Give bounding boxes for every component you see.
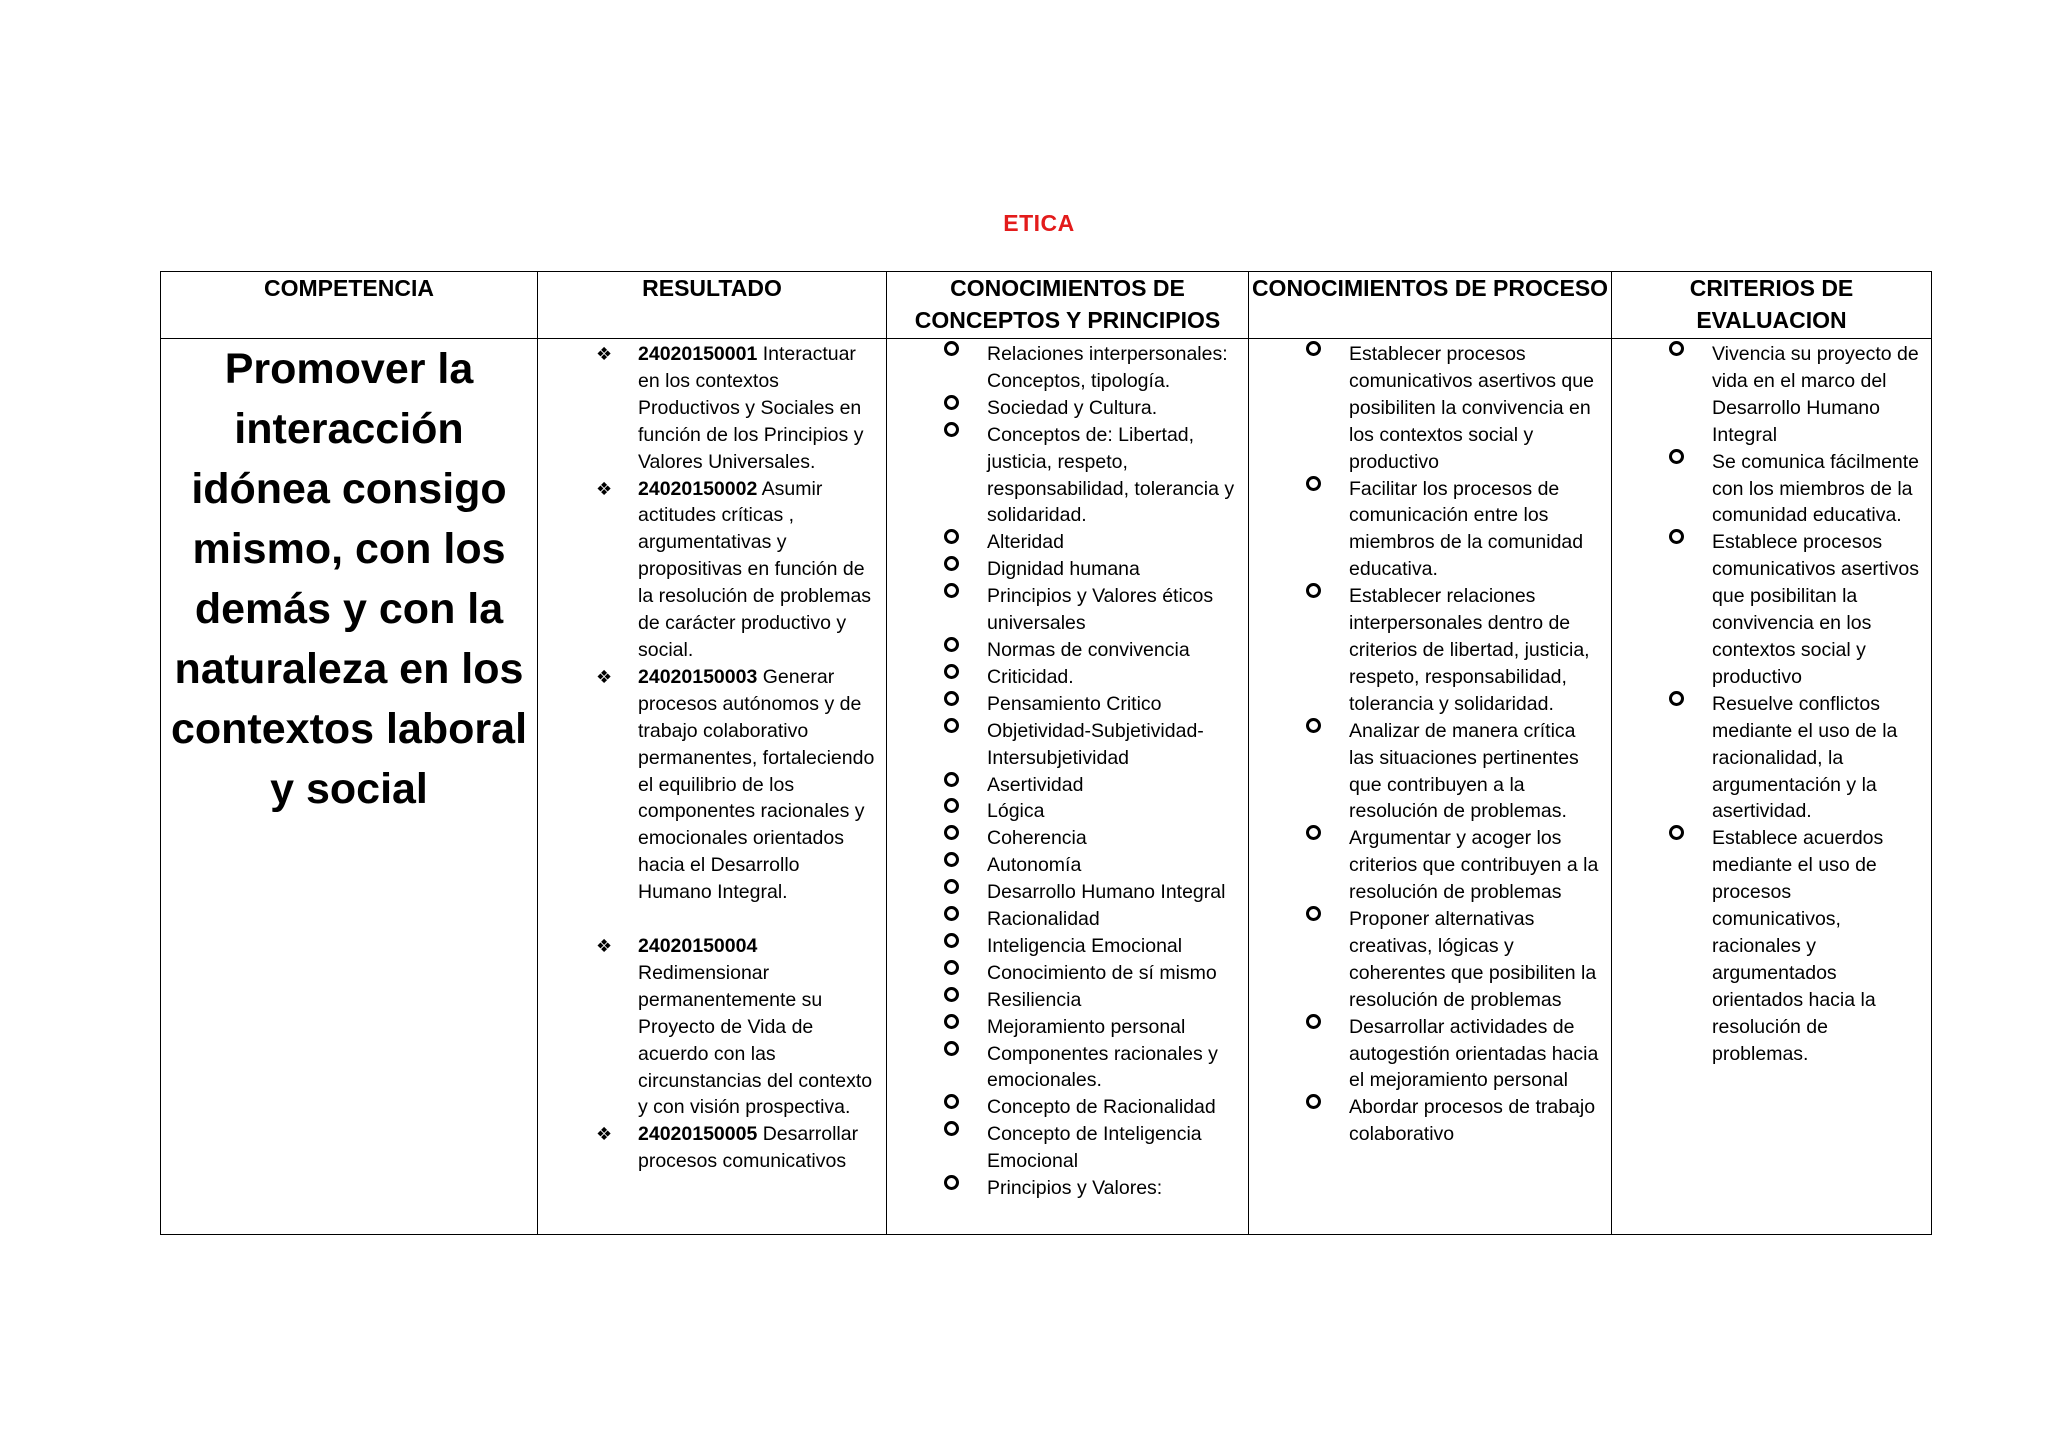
- circle-bullet-icon: [1306, 476, 1321, 491]
- list-item: [887, 772, 1238, 799]
- list-item: [887, 987, 1238, 1014]
- resultado-list: [538, 339, 886, 1175]
- proceso-cell: [1249, 339, 1612, 1235]
- list-item: [887, 395, 1238, 422]
- circle-bullet-icon: [944, 1094, 959, 1109]
- list-item-text: Criticidad.: [987, 665, 1074, 688]
- result-text: Generar procesos autónomos y de trabajo colaborativo permanentes, fortaleciendo el equilibrio de los componentes racionales y emocionales orientados hacia el Desarrollo Humano Integral.: [638, 665, 875, 904]
- result-code: 24020150004: [638, 935, 758, 958]
- list-item-text: Conocimiento de sí mismo: [987, 961, 1217, 984]
- circle-bullet-icon: [944, 341, 959, 356]
- list-item: [1249, 341, 1601, 476]
- list-item: [1249, 583, 1601, 718]
- list-item: [887, 1175, 1238, 1202]
- result-text: Interactuar en los contextos Productivos y Sociales en función de los Principios y Valores Universales.: [638, 343, 864, 473]
- list-item-text: Lógica: [987, 800, 1045, 823]
- list-item: [1612, 691, 1921, 826]
- list-item: [1249, 476, 1601, 584]
- circle-bullet-icon: [944, 825, 959, 840]
- circle-bullet-icon: [944, 852, 959, 867]
- list-item-text: Concepto de Inteligencia Emocional: [987, 1123, 1202, 1173]
- result-code: 24020150003: [638, 665, 758, 688]
- circle-bullet-icon: [1306, 1094, 1321, 1109]
- list-item-text: Dignidad humana: [987, 558, 1140, 581]
- list-item: [887, 825, 1238, 852]
- circle-bullet-icon: [1669, 691, 1684, 706]
- conceptos-list: [887, 339, 1248, 1202]
- list-item-text: Principios y Valores:: [987, 1177, 1163, 1200]
- list-item-text: Mejoramiento personal: [987, 1015, 1186, 1038]
- circle-bullet-icon: [1306, 583, 1321, 598]
- list-item-text: Alteridad: [987, 531, 1064, 554]
- circle-bullet-icon: [1306, 341, 1321, 356]
- list-item: [887, 637, 1238, 664]
- list-item: [887, 906, 1238, 933]
- circle-bullet-icon: [944, 422, 959, 437]
- list-item: [887, 691, 1238, 718]
- circle-bullet-icon: [944, 556, 959, 571]
- result-text: Asumir actitudes críticas , argumentativas y propositivas en función de la resolución de problemas de carácter productivo y social.: [638, 477, 872, 661]
- list-item-text: Establece acuerdos mediante el uso de procesos comunicativos, racionales y argumentados orientados hacia la resolución de problemas.: [1712, 827, 1884, 1065]
- result-code: 24020150001: [638, 343, 758, 365]
- list-item: [887, 798, 1238, 825]
- list-item-text: Normas de convivencia: [987, 638, 1190, 661]
- header-criterios: CRITERIOS DE EVALUACION: [1612, 272, 1932, 339]
- circle-bullet-icon: [944, 933, 959, 948]
- diamond-bullet-icon: ❖: [596, 936, 613, 957]
- list-item-text: Establecer relaciones interpersonales dentro de criterios de libertad, justicia, respeto, responsabilidad, tolerancia y solidaridad.: [1349, 585, 1590, 715]
- result-code: 24020150002: [638, 477, 758, 500]
- list-item-text: Inteligencia Emocional: [987, 934, 1183, 957]
- circle-bullet-icon: [1306, 1014, 1321, 1029]
- list-item: [887, 583, 1238, 637]
- list-item-text: Racionalidad: [987, 908, 1100, 931]
- circle-bullet-icon: [944, 691, 959, 706]
- circle-bullet-icon: [944, 1175, 959, 1190]
- list-item: [887, 1014, 1238, 1041]
- list-item: [887, 718, 1238, 772]
- result-code: 24020150005: [638, 1123, 758, 1146]
- criterios-list: [1612, 339, 1931, 1067]
- circle-bullet-icon: [944, 798, 959, 813]
- list-item: [1612, 825, 1921, 1067]
- header-resultado: RESULTADO: [538, 272, 887, 339]
- table-row: [161, 339, 1932, 1235]
- criterios-cell: [1612, 339, 1932, 1235]
- page-title: ETICA: [1003, 210, 1075, 236]
- diamond-bullet-icon: ❖: [596, 478, 613, 499]
- circle-bullet-icon: [944, 1041, 959, 1056]
- list-item: [887, 960, 1238, 987]
- circle-bullet-icon: [944, 664, 959, 679]
- list-item: [887, 556, 1238, 583]
- circle-bullet-icon: [944, 637, 959, 652]
- list-item-text: Pensamiento Critico: [987, 692, 1162, 715]
- list-item-text: Principios y Valores éticos universales: [987, 585, 1214, 635]
- list-item-text: Conceptos de: Libertad, justicia, respeto, responsabilidad, tolerancia y solidaridad.: [987, 423, 1235, 527]
- list-item-text: Asertividad: [987, 773, 1084, 796]
- list-item: [887, 664, 1238, 691]
- list-item-text: Facilitar los procesos de comunicación entre los miembros de la comunidad educativa.: [1349, 477, 1584, 581]
- list-item: [1249, 825, 1601, 906]
- list-item-text: Coherencia: [987, 827, 1087, 850]
- list-item: [887, 529, 1238, 556]
- list-item: [1249, 1094, 1601, 1148]
- list-item: [887, 1041, 1238, 1095]
- list-item: [538, 1121, 876, 1175]
- circle-bullet-icon: [944, 395, 959, 410]
- circle-bullet-icon: [944, 879, 959, 894]
- list-item: [887, 341, 1238, 395]
- list-item-text: Proponer alternativas creativas, lógicas y coherentes que posibiliten la resolución de problemas: [1349, 908, 1597, 1011]
- list-item-text: Resiliencia: [987, 988, 1082, 1011]
- circle-bullet-icon: [1306, 825, 1321, 840]
- list-item-text: Argumentar y acoger los criterios que contribuyen a la resolución de problemas: [1349, 827, 1599, 904]
- list-item-text: Objetividad-Subjetividad-Intersubjetividad: [987, 719, 1204, 769]
- list-item: [1249, 718, 1601, 826]
- list-item: [887, 1094, 1238, 1121]
- list-item-text: Autonomía: [987, 854, 1082, 877]
- list-item: [887, 1121, 1238, 1175]
- header-row: [161, 272, 1932, 339]
- list-item-text: Establecer procesos comunicativos asertivos que posibiliten la convivencia en los contextos social y productivo: [1349, 343, 1594, 473]
- list-item: [1612, 341, 1921, 449]
- resultado-cell: [538, 339, 887, 1235]
- list-item: [887, 879, 1238, 906]
- result-text: Desarrollar procesos comunicativos: [638, 1123, 859, 1173]
- competencia-text: Promover la interacción idónea consigo mismo, con los demás y con la naturaleza en los contextos laboral y social: [170, 345, 528, 813]
- circle-bullet-icon: [944, 583, 959, 598]
- list-item-text: Establece procesos comunicativos asertivos que posibilitan la convivencia en los contextos social y productivo: [1712, 531, 1919, 688]
- proceso-list: [1249, 339, 1611, 1148]
- circle-bullet-icon: [1669, 341, 1684, 356]
- list-item: [538, 341, 876, 476]
- diamond-bullet-icon: ❖: [596, 344, 613, 364]
- list-item: [1612, 529, 1921, 690]
- list-item: [887, 852, 1238, 879]
- circle-bullet-icon: [944, 960, 959, 975]
- list-item: [887, 933, 1238, 960]
- circle-bullet-icon: [1669, 529, 1684, 544]
- list-item: [1249, 1014, 1601, 1095]
- circle-bullet-icon: [944, 772, 959, 787]
- list-item-text: Relaciones interpersonales: Conceptos, tipología.: [987, 343, 1228, 392]
- list-item-text: Sociedad y Cultura.: [987, 396, 1158, 419]
- header-conocimientos-proceso: CONOCIMIENTOS DE PROCESO: [1249, 272, 1612, 339]
- list-item-text: Analizar de manera crítica las situaciones pertinentes que contribuyen a la resolución de problemas.: [1349, 719, 1579, 823]
- circle-bullet-icon: [944, 906, 959, 921]
- list-item-text: Desarrollo Humano Integral: [987, 881, 1226, 904]
- list-item: [1612, 449, 1921, 530]
- diamond-bullet-icon: ❖: [596, 666, 613, 687]
- circle-bullet-icon: [1306, 906, 1321, 921]
- list-item-text: Abordar procesos de trabajo colaborativo: [1349, 1096, 1596, 1146]
- competencia-cell: [161, 339, 538, 1235]
- list-item-text: Concepto de Racionalidad: [987, 1096, 1216, 1119]
- list-item: [538, 664, 876, 906]
- list-item-text: Desarrollar actividades de autogestión orientadas hacia el mejoramiento personal: [1349, 1015, 1599, 1092]
- circle-bullet-icon: [944, 987, 959, 1002]
- header-competencia: COMPETENCIA: [161, 272, 538, 339]
- circle-bullet-icon: [1669, 449, 1684, 464]
- conceptos-cell: [887, 339, 1249, 1235]
- circle-bullet-icon: [944, 529, 959, 544]
- header-conocimientos-conceptos: CONOCIMIENTOS DE CONCEPTOS Y PRINCIPIOS: [887, 272, 1249, 339]
- diamond-bullet-icon: ❖: [596, 1124, 613, 1145]
- list-item-text: Se comunica fácilmente con los miembros de la comunidad educativa.: [1712, 450, 1920, 527]
- circle-bullet-icon: [1669, 825, 1684, 840]
- competency-table: [160, 271, 1932, 1235]
- list-item: [887, 422, 1238, 530]
- circle-bullet-icon: [944, 1121, 959, 1136]
- list-item-text: Vivencia su proyecto de vida en el marco del Desarrollo Humano Integral: [1712, 343, 1919, 446]
- result-text: Redimensionar permanentemente su Proyecto de Vida de acuerdo con las circunstancias del contexto y con visión prospectiva.: [638, 961, 873, 1119]
- list-item: [538, 476, 876, 664]
- circle-bullet-icon: [944, 1014, 959, 1029]
- circle-bullet-icon: [944, 718, 959, 733]
- list-item-text: Resuelve conflictos mediante el uso de la racionalidad, la argumentación y la asertividad.: [1712, 692, 1898, 823]
- list-item: [538, 933, 876, 1121]
- list-item-text: Componentes racionales y emocionales.: [987, 1042, 1218, 1092]
- list-item: [1249, 906, 1601, 1014]
- circle-bullet-icon: [1306, 718, 1321, 733]
